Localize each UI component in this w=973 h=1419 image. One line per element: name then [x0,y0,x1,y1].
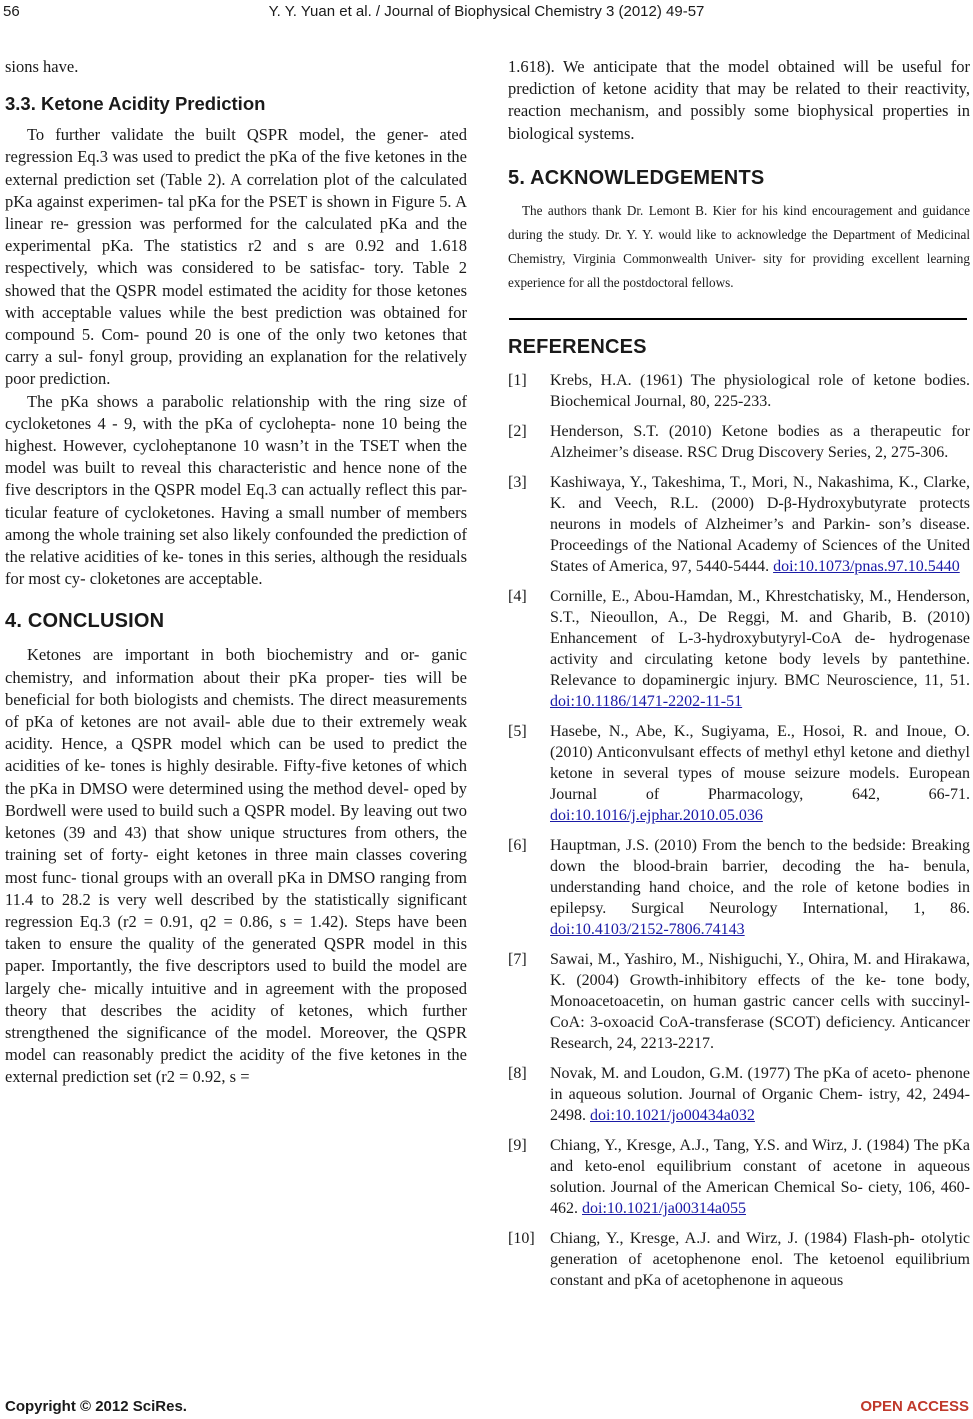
right-column [508,56,970,1300]
reference-text [550,1063,970,1126]
doi-link[interactable]: doi:10.1021/ja00314a055 [582,1199,746,1217]
left-column [5,56,467,1089]
reference-item [508,421,970,463]
reference-list [508,370,970,1291]
doi-link[interactable]: doi:10.1016/j.ejphar.2010.05.036 [550,806,763,824]
acknowledgements-text: The authors thank Dr. Lemont B. Kier for his kind encouragement and guidance during the study. Dr. Y. Y. would like to acknowledge the Department of Medicinal Chemistry, Virginia Commonwealth Univer- sity for providing excellent learning experience for all the postdoctoral fellows. [508,202,970,291]
running-header: Y. Y. Yuan et al. / Journal of Biophysical Chemistry 3 (2012) 49-57 [268,3,705,20]
reference-item [508,835,970,940]
reference-number: [4] [508,587,527,605]
reference-citation: Novak, M. and Loudon, G.M. (1977) The pKa of aceto- phenone in aqueous solution. Journal of Organic Chem- istry, 42, 2494-2498. [550,1064,970,1124]
doi-link[interactable]: doi:10.1021/jo00434a032 [590,1106,755,1124]
page-number: 56 [3,3,20,20]
reference-citation: Sawai, M., Yashiro, M., Nishiguchi, Y., Ohira, M. and Hirakawa, K. (2004) Growth-inhibitory effects of the ke- tone body, Monoacetoacetin, on human gastric cancer cells with succinyl-CoA: 3-oxoacid CoA-transferase (SCOT) deficiency. Anticancer Research, 24, 2213-2217. [550,950,970,1052]
reference-citation: Kashiwaya, Y., Takeshima, T., Mori, N., Nakashima, K., Clarke, K. and Veech, R.L. (2000) D-β-Hydroxybutyrate protects neurons in models of Alzheimer’s and Parkin- son’s disease. Proceedings of the National Academy of Sciences of the United States of America, 97, 5440-5444. [550,473,970,575]
reference-text [550,1228,970,1291]
reference-item [508,1063,970,1126]
reference-number: [8] [508,1064,527,1082]
reference-item [508,1135,970,1219]
reference-text [550,1135,970,1219]
reference-text [550,472,970,577]
reference-text [550,835,970,940]
reference-text [550,370,970,412]
reference-citation: Henderson, S.T. (2010) Ketone bodies as a therapeutic for Alzheimer’s disease. RSC Drug Discovery Series, 2, 275-306. [550,422,970,461]
reference-citation: Chiang, Y., Kresge, A.J. and Wirz, J. (1984) Flash-ph- otolytic generation of acetophenone enol. The ketoenol equilibrium constant and pKa of acetophenone in aqueous [550,1229,970,1289]
reference-number: [10] [508,1229,535,1247]
paragraph-continued: 1.618). We anticipate that the model obtained will be useful for prediction of ketone acidity that may be related to their reactivity, reaction mechanism, and possibly some biophysical properties in biological systems. [508,57,970,143]
reference-item [508,1228,970,1291]
reference-number: [3] [508,473,527,491]
reference-text [550,721,970,826]
reference-item [508,721,970,826]
copyright-footer: Copyright © 2012 SciRes. [5,1398,187,1415]
doi-link[interactable]: doi:10.4103/2152-7806.74143 [550,920,745,938]
reference-number: [7] [508,950,527,968]
open-access-badge: OPEN ACCESS [860,1398,969,1415]
reference-number: [6] [508,836,527,854]
doi-link[interactable]: doi:10.1186/1471-2202-11-51 [550,692,743,710]
paragraph-conclusion: Ketones are important in both biochemistry and or- ganic chemistry, and information about their pKa proper- ties will be beneficial for both biologists and chemists. The direct measurements of pKa of ketones are not avail- able due to their extremely weak acidity. Hence, a QSPR model which can be used to predict the acidities of ke- tones is highly desirable. Fifty-five ketones of which the pKa in DMSO were determined using the method devel- oped by Bordwell were used to build such a QSPR model. By leaving out two ketones (39 and 43) that show unique structures from others, the training set of forty- eight ketones in three main classes covering most func- tional groups with an overall pKa in DMSO ranging from 11.4 to 28.2 is very well described by the statistically significant regression Eq.3 (r2 = 0.91, q2 = 0.86, s = 1.42). Steps have been taken to ensure the quality of the generated QSPR model in this paper. Importantly, the five descriptors used to build the model are largely che- mically intuitive and in agreement with the proposed theory that describes the acidity of ketones, which further strengthened the significance of the model. Moreover, the QSPR model can reasonably predict the acidity of the five ketones in the external prediction set (r2 = 0.92, s = [5,645,467,1087]
section-heading-acknowledgements: 5. ACKNOWLEDGEMENTS [508,166,765,189]
reference-citation: Chiang, Y., Kresge, A.J., Tang, Y.S. and Wirz, J. (1984) The pKa and keto-enol equilibrium constant of acetone in aqueous solution. Journal of the American Chemical So- ciety, 106, 460-462. [550,1136,970,1217]
paragraph-validation: To further validate the built QSPR model, the gener- ated regression Eq.3 was used to predict the pKa of the five ketones in the external prediction set (Table 2). A correlation plot of the calculated pKa against experimen- tal pKa for the PSET is shown in Figure 5. A linear re- gression was performed for the calculated pKa and the experimental pKa. The statistics r2 and s are 0.92 and 1.618 respectively, which was considered to be satisfac- tory. Table 2 showed that the QSPR model estimated the acidity for those ketones with acceptable values while the best prediction was obtained for compound 5. Com- pound 20 is one of the only two ketones that carry a sul- fonyl group, providing an explanation for the relatively poor prediction. [5,125,467,389]
reference-citation: Hasebe, N., Abe, K., Sugiyama, E., Hosoi, R. and Inoue, O. (2010) Anticonvulsant effects of methyl ethyl ketone and diethyl ketone in several types of mouse seizure models. European Journal of Pharmacology, 642, 66-71. [550,722,970,803]
reference-item [508,949,970,1054]
reference-number: [9] [508,1136,527,1154]
reference-text [550,949,970,1054]
section-heading-ketone-acidity: 3.3. Ketone Acidity Prediction [5,93,266,115]
doi-link[interactable]: doi:10.1073/pnas.97.10.5440 [773,557,960,575]
reference-text [550,586,970,712]
reference-number: [1] [508,371,527,389]
section-divider [509,318,967,320]
reference-item [508,586,970,712]
continued-paragraph: sions have. [5,57,79,76]
reference-number: [5] [508,722,527,740]
paragraph-cycloketones: The pKa shows a parabolic relationship with the ring size of cycloketones 4 - 9, with the pKa of cyclohepta- none 10 being the highest. However, cycloheptanone 10 wasn’t in the TSET when the model was built to reveal this characteristic and hence none of the five descriptors in the QSPR model Eq.3 can actually reflect this par- ticular feature of cycloketones. Having a small number of members among the whole training set also likely confounded the prediction of the relative acidities of ke- tones in this series, although the residuals for most cy- cloketones are acceptable. [5,391,467,589]
reference-citation: Hauptman, J.S. (2010) From the bench to the bedside: Breaking down the blood-brain barrier, decoding the ha- benula, understanding hand choice, and the role of ketone bodies in epilepsy. Surgical Neurology International, 1, 86. [550,836,970,917]
reference-citation: Krebs, H.A. (1961) The physiological role of ketone bodies. Biochemical Journal, 80, 225-233. [550,371,970,410]
reference-number: [2] [508,422,527,440]
reference-item [508,370,970,412]
section-heading-references: REFERENCES [508,335,647,358]
reference-text [550,421,970,463]
section-heading-conclusion: 4. CONCLUSION [5,610,165,633]
reference-item [508,472,970,577]
reference-citation: Cornille, E., Abou-Hamdan, M., Khrestchatisky, M., Henderson, S.T., Nieoullon, A., De Reggi, M. and Gharib, B. (2010) Enhancement of L-3-hydroxybutyryl-CoA de- hydrogenase activity and circulating ketone body levels by pantethine. Relevance to dopaminergic injury. BMC Neuroscience, 11, 51. [550,587,970,689]
